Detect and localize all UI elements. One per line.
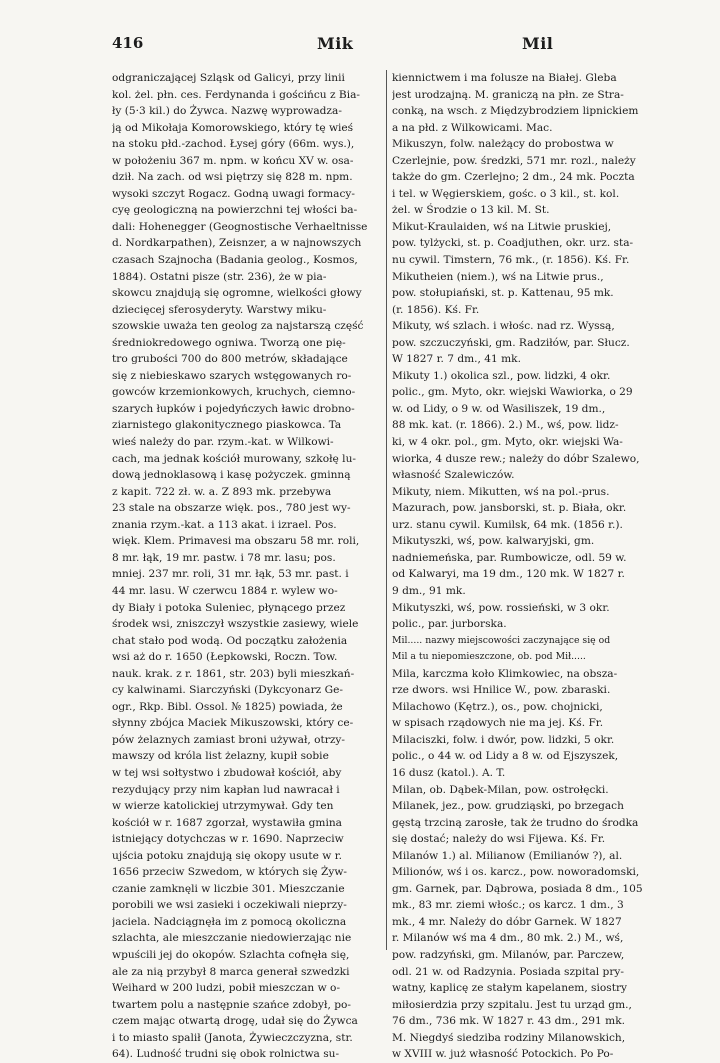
text-line: szowskie uważa ten geolog za najstarszą część <box>112 320 364 333</box>
text-line: wsi aż do r. 1650 (Łepkowski, Roczn. Tow. <box>112 651 338 664</box>
text-line: gm. Garnek, par. Dąbrowa, posiada 8 dm., 105 <box>392 882 643 895</box>
text-line: kościół w r. 1687 zgorzał, wystawiła gmina <box>112 816 342 829</box>
left-running-keyword: Mik <box>317 34 354 53</box>
text-line: w XVIII w. już własność Potockich. Po Po- <box>392 1048 614 1061</box>
text-line: gowców krzemionkowych, kruchych, ciemno- <box>112 386 356 399</box>
text-line: Mikutheien (niem.), wś na Litwie prus., <box>392 270 604 283</box>
text-line: nauk. krak. z r. 1861, str. 203) byli mieszkań- <box>112 667 355 680</box>
right-running-keyword: Mil <box>522 34 554 53</box>
text-line: średniokredowego ogniwa. Tworzą one pię- <box>112 336 346 349</box>
text-line: mk., 83 mr. ziemi włośc.; os karcz. 1 dm., 3 <box>392 899 624 912</box>
text-line: Mikuty, wś szlach. i włośc. nad rz. Wyssą, <box>392 320 615 333</box>
text-line: conką, na wsch. z Międzybrodziem lipnickiem <box>392 105 639 118</box>
text-line: Mikuszyn, folw. należący do probostwa w <box>392 138 614 151</box>
text-line: i to miasto spalił (Janota, Żywieczczyzna, str. <box>112 1031 353 1044</box>
text-line: Milanów 1.) al. Milianow (Emilianów ?), al. <box>392 849 623 862</box>
text-line: się dostać; należy do wsi Fijewa. Kś. Fr. <box>392 833 606 846</box>
text-line: 9 dm., 91 mk. <box>392 584 466 597</box>
right-text-column <box>392 70 648 1063</box>
text-line: cach, ma jednak kościół murowany, szkołę lu- <box>112 452 356 465</box>
text-line: r. Milanów wś ma 4 dm., 80 mk. 2.) M., wś, <box>392 932 624 945</box>
text-line: Mil..... nazwy miejscowości zaczynające się od <box>392 634 611 646</box>
text-line: 1884). Ostatni pisze (str. 236), że w pia- <box>112 270 327 283</box>
text-line: Mikut-Kraulaiden, wś na Litwie pruskiej, <box>392 220 612 233</box>
text-line: odgraniczającej Szląsk od Galicyi, przy linii <box>112 72 345 84</box>
text-line: pow. radzyński, gm. Milanów, par. Parczew, <box>392 948 625 961</box>
text-line: 23 stale na obszarze więk. pos., 780 jest wy- <box>112 502 351 515</box>
text-line: skowcu znajdują się ogromne, wielkości głowy <box>112 287 362 300</box>
text-line: w położeniu 367 m. npm. w końcu XV w. osa- <box>112 154 354 167</box>
text-line: więk. Klem. Primavesi ma obszaru 58 mr. roli, <box>112 535 360 548</box>
text-line: Mikutyszki, wś, pow. rossieński, w 3 okr. <box>392 601 610 614</box>
text-line: Milaciszki, folw. i dwór, pow. lidzki, 5 okr. <box>392 733 615 746</box>
page-number: 416 <box>112 34 144 52</box>
text-line: 1656 przeciw Szwedom, w których się Żyw- <box>112 866 348 879</box>
text-line: żel. w Środzie o 13 kil. M. St. <box>392 204 550 217</box>
text-line: 76 dm., 736 mk. W 1827 r. 43 dm., 291 mk. <box>392 1015 625 1028</box>
text-line: Mikuty 1.) okolica szl., pow. lidzki, 4 okr. <box>392 369 611 382</box>
text-line: twartem polu a następnie szańce zdobył, po- <box>112 998 351 1011</box>
text-line: jest urodzajną. M. graniczą na płn. ze Stra- <box>392 88 624 101</box>
text-line: mk., 4 mr. Należy do dóbr Garnek. W 1827 <box>392 915 622 928</box>
text-line: od Kalwaryi, ma 19 dm., 120 mk. W 1827 r. <box>392 568 625 581</box>
text-line: także do gm. Czerlejno; 2 dm., 24 mk. Poczta <box>392 171 635 184</box>
text-line: czanie zamknęli w liczbie 301. Mieszczanie <box>112 882 345 895</box>
text-line: Milionów, wś i os. karcz., pow. noworadomski, <box>392 866 640 879</box>
text-line: odl. 21 w. od Radzynia. Posiada szpital pry- <box>392 965 624 978</box>
text-line: (r. 1856). Kś. Fr. <box>392 303 480 316</box>
text-line: szlachta, ale mieszczanie niedowierzając nie <box>112 932 352 945</box>
text-line: 16 dusz (katol.). A. T. <box>392 766 506 779</box>
text-line: kiennictwem i ma folusze na Białej. Gleba <box>392 72 617 84</box>
text-line: watny, kaplicę ze stałym kapelanem, siostry <box>392 982 628 995</box>
text-line: cy kalwinami. Siarczyński (Dykcyonarz Ge- <box>112 684 343 697</box>
text-line: nu cywil. Timstern, 76 mk., (r. 1856). Kś. Fr. <box>392 254 630 267</box>
text-line: Weihard w 200 ludzi, pobił mieszczan w o- <box>112 982 341 995</box>
text-line: porobili we wsi zasieki i oczekiwali nieprzy- <box>112 899 347 912</box>
text-line: w wierze katolickiej utrzymywał. Gdy ten <box>112 800 334 813</box>
text-line: w spisach rządowych nie ma jej. Kś. Fr. <box>392 717 604 730</box>
text-line: polic., o 44 w. od Lidy a 8 w. od Ejszyszek, <box>392 750 619 763</box>
text-line: ogr., Rkp. Bibl. Ossol. № 1825) powiada, że <box>112 700 343 713</box>
text-line: pow. stołupiański, st. p. Kattenau, 95 mk. <box>392 287 614 300</box>
text-line: znania rzym.-kat. a 113 akat. i izrael. Pos. <box>112 518 337 531</box>
text-line: w tej wsi sołtystwo i zbudował kościół, aby <box>112 766 342 779</box>
text-line: dy Biały i potoka Suleniec, płynącego przez <box>112 601 346 614</box>
text-line: miłosierdzia przy szpitalu. Jest tu urząd gm., <box>392 998 632 1011</box>
text-line: i tel. w Węgierskiem, gośc. o 3 kil., st. kol. <box>392 187 620 200</box>
text-line: wysoki szczyt Rogacz. Godną uwagi formacy- <box>112 187 355 200</box>
text-line: polic., par. jurborska. <box>392 618 507 631</box>
text-line: czem mając otwartą drogę, udał się do Żywca <box>112 1015 358 1028</box>
text-line: mawszy od króla list żelazny, kupił sobie <box>112 750 329 763</box>
text-line: rze dwors. wsi Hnilice W., pow. zbaraski. <box>392 684 611 697</box>
text-line: środek wsi, zniszczył wszystkie zasiewy, wiele <box>112 618 359 631</box>
text-line: ki, w 4 okr. pol., gm. Myto, okr. wiejski Wa- <box>392 436 623 449</box>
text-line: gęstą trzciną zarosłe, tak że trudno do środka <box>392 816 639 829</box>
text-line: ją od Mikołaja Komorowskiego, który tę wieś <box>112 121 354 134</box>
text-line: Milan, ob. Dąbek-Milan, pow. ostrołęcki. <box>392 783 609 796</box>
text-line: ziarnistego glakonitycznego piaskowca. Ta <box>112 419 342 432</box>
text-line: w. od Lidy, o 9 w. od Wasiliszek, 19 dm., <box>392 402 606 415</box>
column-divider <box>386 70 387 950</box>
text-line: własność Szalewiczów. <box>392 469 515 482</box>
page-header <box>112 34 652 56</box>
text-line: pow. szczuczyński, gm. Radziłów, par. Słucz. <box>392 336 630 349</box>
text-line: czasach Szajnocha (Badania geolog., Kosmos, <box>112 254 358 267</box>
text-line: urz. stanu cywil. Kumilsk, 64 mk. (1856 r.). <box>392 518 623 531</box>
text-line: ale za nią przybył 8 marca generał szwedzki <box>112 965 350 978</box>
text-line: istniejący dotychczas w r. 1690. Naprzeciw <box>112 833 344 846</box>
text-line: a na płd. z Wilkowicami. Mac. <box>392 121 553 134</box>
text-line: Mil a tu niepomieszczone, ob. pod Mił..... <box>392 651 586 663</box>
text-line: Czerlejnie, pow. średzki, 571 mr. rozl., należy <box>392 154 636 167</box>
text-line: wpuścili jej do okopów. Szlachta cofnęła się, <box>112 948 350 961</box>
text-line: wiorka, 4 dusze rew.; należy do dóbr Szalewo, <box>392 452 640 465</box>
text-line: na stoku płd.-zachod. Łysej góry (66m. wys.), <box>112 138 355 151</box>
text-line: Milachowo (Kętrz.), os., pow. chojnicki, <box>392 700 603 713</box>
text-line: W 1827 r. 7 dm., 41 mk. <box>392 353 521 366</box>
text-line: Mikutyszki, wś, pow. kalwaryjski, gm. <box>392 535 595 548</box>
text-line: tro grubości 700 do 800 metrów, składające <box>112 353 348 366</box>
text-line: 64). Ludność trudni się obok rolnictwa su- <box>112 1048 340 1061</box>
text-line: nadniemeńska, par. Rumbowicze, odl. 59 w. <box>392 551 627 564</box>
text-line: ujścia potoku znajdują się okopy usute w r. <box>112 849 342 862</box>
text-line: 44 mr. lasu. W czerwcu 1884 r. wylew wo- <box>112 584 338 597</box>
text-line: Mila, karczma koło Klimkowiec, na obsza- <box>392 667 618 680</box>
text-line: rezydujący przy nim kapłan lud nawracał i <box>112 783 340 796</box>
text-line: szarych łupków i pojedyńczych ławic drobno- <box>112 402 355 415</box>
left-text-column <box>112 70 380 1063</box>
text-line: d. Nordkarpathen), Zeisnzer, a w najnowszych <box>112 237 362 250</box>
text-line: z kapit. 722 zł. w. a. Z 893 mk. przebywa <box>112 485 332 498</box>
text-line: dową jednoklasową i kasę pożyczek. gminną <box>112 469 351 482</box>
text-line: polic., gm. Myto, okr. wiejski Wawiorka, o 29 <box>392 386 633 399</box>
text-line: 88 mk. kat. (r. 1866). 2.) M., wś, pow. lidz- <box>392 419 619 432</box>
text-line: jaciela. Nadciągnęła im z pomocą okoliczna <box>112 915 347 928</box>
text-line: kol. żel. płn. ces. Ferdynanda i gościńcu z Bia- <box>112 88 360 101</box>
text-line: pow. tylżycki, st. p. Coadjuthen, okr. urz. sta- <box>392 237 634 250</box>
text-line: dali: Hohenegger (Geognostische Verhaeltnisse <box>112 220 368 233</box>
text-line: Milanek, jez., pow. grudziąski, po brzegach <box>392 800 624 813</box>
text-line: 8 mr. łąk, 19 mr. pastw. i 78 mr. lasu; pos. <box>112 551 336 564</box>
text-line: pów żelaznych zamiast broni używał, otrzy- <box>112 733 345 746</box>
text-line: ły (5·3 kil.) do Żywca. Nazwę wyprowadza- <box>112 105 342 118</box>
text-line: się z niebieskawo szarych wstęgowanych ro- <box>112 369 352 382</box>
text-line: cyę geologiczną na powierzchni tej włości ba- <box>112 204 358 217</box>
text-line: dził. Na zach. od wsi piętrzy się 828 m. npm. <box>112 171 353 184</box>
text-line: Mazurach, pow. jansborski, st. p. Biała, okr. <box>392 502 627 515</box>
text-line: dziecięcej sferosyderyty. Warstwy miku- <box>112 303 327 316</box>
text-line: M. Niegdyś siedziba rodziny Milanowskich, <box>392 1031 626 1044</box>
text-line: Mikuty, niem. Mikutten, wś na pol.-prus. <box>392 485 610 498</box>
text-line: słynny zbójca Maciek Mikuszowski, który ce- <box>112 717 354 730</box>
text-line: chat stało pod wodą. Od początku założenia <box>112 634 348 647</box>
text-line: wieś należy do par. rzym.-kat. w Wilkowi- <box>112 436 334 449</box>
text-line: mniej. 237 mr. roli, 31 mr. łąk, 53 mr. past. i <box>112 568 349 581</box>
